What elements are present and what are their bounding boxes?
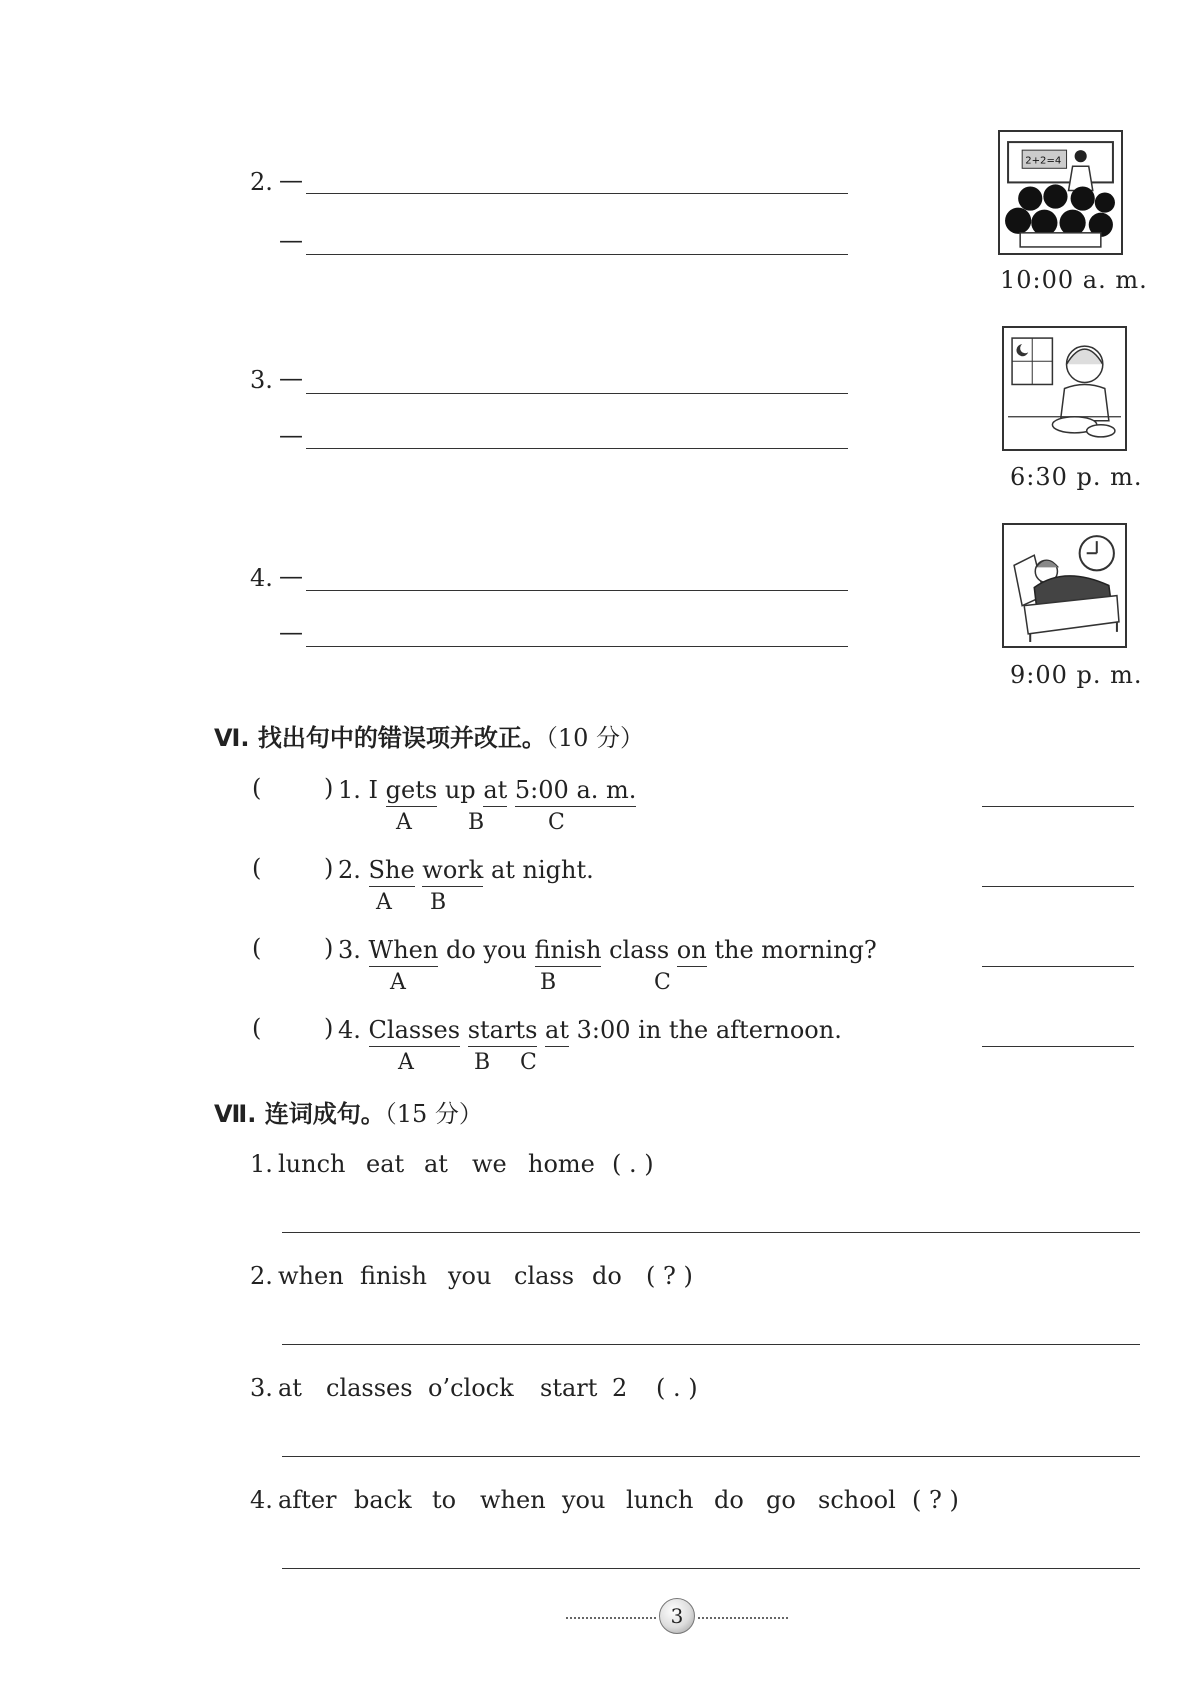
scrambled-word: at [278,1374,302,1402]
scrambled-word: class [514,1262,575,1290]
section-6-points: （10 分） [545,724,645,752]
option-label-a: A [390,970,406,995]
sentence-word: I [368,776,379,804]
sentence-word: do you [445,936,527,964]
answer-paren-left: ( [252,774,262,802]
punctuation-hint: ( ? ) [912,1486,959,1514]
answer-paren-right: ) [324,774,334,802]
scrambled-word: lunch [278,1150,346,1178]
dialog-dash: — [279,364,303,392]
answer-line[interactable] [306,254,848,255]
question-number: 4. [338,1016,361,1044]
answer-paren-right: ) [324,934,334,962]
scrambled-word: school [818,1486,896,1514]
scrambled-word: 2 [612,1374,628,1402]
scrambled-word: to [432,1486,457,1514]
correction-line[interactable] [982,966,1134,967]
question-number: 4. [250,1486,273,1514]
footer-dots-right [698,1617,788,1619]
dialog-item-3-number: 3. [250,366,273,394]
underlined-option-a: When [369,936,439,967]
underlined-option-c: 5:00 [514,776,569,804]
scrambled-word: finish [360,1262,427,1290]
sentence-word: 3:00 [576,1016,631,1044]
bed-picture [1002,523,1127,648]
scrambled-word: you [448,1262,492,1290]
answer-paren-left: ( [252,1014,262,1042]
answer-paren-right: ) [324,1014,334,1042]
underlined-option-a: She [369,856,415,887]
sentence-word: up [444,776,476,804]
option-label-b: B [430,890,447,915]
scrambled-word: you [562,1486,606,1514]
underlined-option-b: work [422,856,483,887]
punctuation-hint: ( ? ) [646,1262,693,1290]
scrambled-word: o’clock [428,1374,514,1402]
option-label-b: B [540,970,557,995]
answer-line[interactable] [306,448,848,449]
scrambled-word: after [278,1486,337,1514]
error-question-3 [338,936,877,964]
question-number: 3. [338,936,361,964]
scrambled-word: classes [326,1374,413,1402]
answer-paren-left: ( [252,934,262,962]
section-7-heading [214,1094,483,1129]
question-number: 2. [338,856,361,884]
sentence-answer-line[interactable] [282,1232,1140,1233]
error-question-1 [338,776,636,804]
scrambled-word: when [480,1486,546,1514]
question-number: 2. [250,1262,273,1290]
underlined-option-b: at [483,776,507,807]
sentence-answer-line[interactable] [282,1568,1140,1569]
sentence-word: in the afternoon. [638,1016,842,1044]
option-label-c: C [520,1050,537,1075]
dialog-item-4-number: 4. [250,564,273,592]
answer-paren-right: ) [324,854,334,882]
question-number: 1. [250,1150,273,1178]
section-6-heading [214,718,644,753]
scrambled-word: do [592,1262,622,1290]
error-question-4 [338,1016,842,1044]
scrambled-word: home [528,1150,595,1178]
underlined-option-b: starts [468,1016,538,1047]
sentence-answer-line[interactable] [282,1344,1140,1345]
option-label-a: A [376,890,392,915]
dialog-dash: — [279,618,303,646]
underlined-option-a: Classes [369,1016,461,1047]
dinner-picture [1002,326,1127,451]
scrambled-word: start [540,1374,598,1402]
scrambled-word: at [424,1150,448,1178]
dialog-dash: — [279,421,303,449]
option-label-c: C [548,810,565,835]
section-7-points: （15 分） [384,1100,483,1128]
punctuation-hint: ( . ) [656,1374,698,1402]
error-question-2 [338,856,594,884]
correction-line[interactable] [982,806,1134,807]
scrambled-word: eat [366,1150,405,1178]
time-label: 10:00 a. m. [1000,266,1148,294]
answer-paren-left: ( [252,854,262,882]
scrambled-word: lunch [626,1486,694,1514]
option-label-b: B [474,1050,491,1075]
question-number: 1. [338,776,361,804]
classroom-picture [998,130,1123,255]
time-label: 6:30 p. m. [1010,463,1143,491]
dialog-dash: — [279,226,303,254]
answer-line[interactable] [306,393,848,394]
scrambled-word: when [278,1262,344,1290]
section-7-title: Ⅶ. 连词成句。 [214,1100,385,1128]
underlined-option-a: gets [386,776,438,807]
correction-line[interactable] [982,1046,1134,1047]
underlined-option-c: on [677,936,707,967]
answer-line[interactable] [306,646,848,647]
page-number: 3 [659,1598,695,1634]
option-label-c: C [654,970,671,995]
answer-line[interactable] [306,193,848,194]
underlined-option-b: finish [535,936,602,967]
footer-dots-left [566,1617,656,1619]
underlined-option-c: at [545,1016,569,1047]
dialog-dash: — [279,562,303,590]
sentence-word: class [609,936,670,964]
correction-line[interactable] [982,886,1134,887]
scrambled-word: we [472,1150,507,1178]
sentence-word: the morning? [714,936,877,964]
sentence-word: at night. [490,856,594,884]
underlined-option-c-cont: a. m. [576,776,637,804]
question-number: 3. [250,1374,273,1402]
section-6-title: Ⅵ. 找出句中的错误项并改正。 [214,724,546,752]
sentence-answer-line[interactable] [282,1456,1140,1457]
option-label-a: A [396,810,412,835]
time-label: 9:00 p. m. [1010,661,1143,689]
scrambled-word: back [354,1486,412,1514]
dialog-dash: — [279,166,303,194]
board-text: 2+2=4 [1025,155,1062,167]
option-label-a: A [398,1050,414,1075]
answer-line[interactable] [306,590,848,591]
scrambled-word: go [766,1486,796,1514]
punctuation-hint: ( . ) [612,1150,654,1178]
option-label-b: B [468,810,485,835]
scrambled-word: do [714,1486,744,1514]
dialog-item-2-number: 2. [250,168,273,196]
